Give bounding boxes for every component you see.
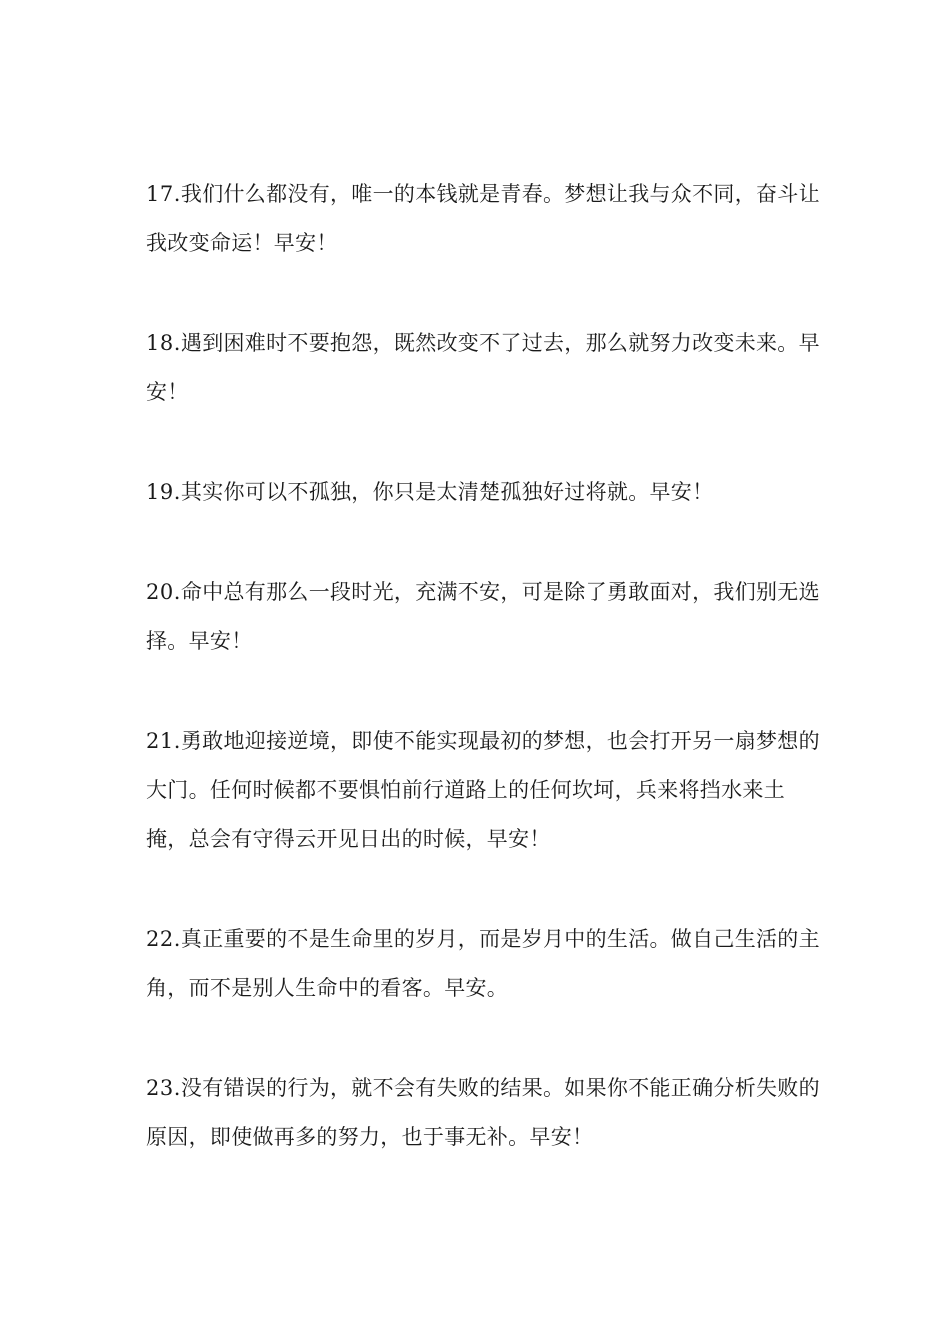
quote-number: 18. [146, 331, 181, 355]
quote-text: 遇到困难时不要抱怨，既然改变不了过去，那么就努力改变未来。早安！ [146, 331, 820, 404]
quote-text: 没有错误的行为，就不会有失败的结果。如果你不能正确分析失败的原因，即使做再多的努力，也于事无补。早安！ [146, 1076, 820, 1149]
quote-item-18 [146, 319, 826, 417]
quote-item-21 [146, 717, 826, 864]
quote-text: 真正重要的不是生命里的岁月，而是岁月中的生活。做自己生活的主角，而不是别人生命中的看客。早安。 [146, 927, 820, 1000]
quote-item-22 [146, 915, 826, 1013]
quote-number: 23. [146, 1076, 181, 1100]
quote-item-17 [146, 170, 826, 268]
quote-item-20 [146, 568, 826, 666]
quote-item-19 [146, 468, 826, 517]
quote-text: 命中总有那么一段时光，充满不安，可是除了勇敢面对，我们别无选择。早安！ [146, 580, 820, 653]
quote-number: 17. [146, 182, 181, 206]
quote-text: 勇敢地迎接逆境，即使不能实现最初的梦想，也会打开另一扇梦想的大门。任何时候都不要惧怕前行道路上的任何坎坷，兵来将挡水来土掩，总会有守得云开见日出的时候，早安！ [146, 729, 820, 851]
quote-item-23 [146, 1064, 826, 1162]
quote-number: 21. [146, 729, 181, 753]
quote-number: 20. [146, 580, 181, 604]
quote-text: 我们什么都没有，唯一的本钱就是青春。梦想让我与众不同，奋斗让我改变命运！早安！ [146, 182, 820, 255]
quote-list [146, 170, 826, 1213]
quote-text: 其实你可以不孤独，你只是太清楚孤独好过将就。早安！ [180, 480, 714, 504]
quote-number: 22. [146, 927, 181, 951]
quote-number: 19. [146, 480, 181, 504]
